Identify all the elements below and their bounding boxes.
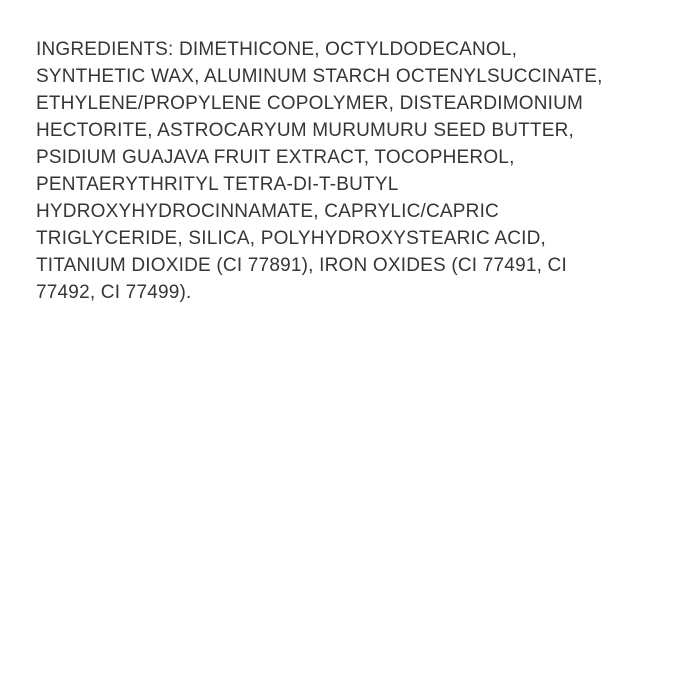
ingredients-line: INGREDIENTS: DIMETHICONE, OCTYLDODECANOL, — [36, 39, 518, 60]
ingredients-line: ETHYLENE/PROPYLENE COPOLYMER, DISTEARDIMONIUM — [36, 93, 584, 114]
ingredients-line: SYNTHETIC WAX, ALUMINUM STARCH OCTENYLSUCCINATE, — [36, 66, 603, 87]
ingredients-line: HECTORITE, ASTROCARYUM MURUMURU SEED BUTTER, — [36, 120, 575, 141]
ingredients-line: TRIGLYCERIDE, SILICA, POLYHYDROXYSTEARIC ACID, — [36, 228, 547, 249]
ingredients-line: HYDROXYHYDROCINNAMATE, CAPRYLIC/CAPRIC — [36, 201, 499, 222]
ingredients-paragraph — [36, 36, 651, 306]
ingredients-line: 77492, CI 77499). — [36, 282, 192, 303]
ingredients-line: PSIDIUM GUAJAVA FRUIT EXTRACT, TOCOPHEROL, — [36, 147, 515, 168]
ingredients-line: PENTAERYTHRITYL TETRA-DI-T-BUTYL — [36, 174, 399, 195]
ingredients-line: TITANIUM DIOXIDE (CI 77891), IRON OXIDES (CI 77491, CI — [36, 255, 567, 276]
